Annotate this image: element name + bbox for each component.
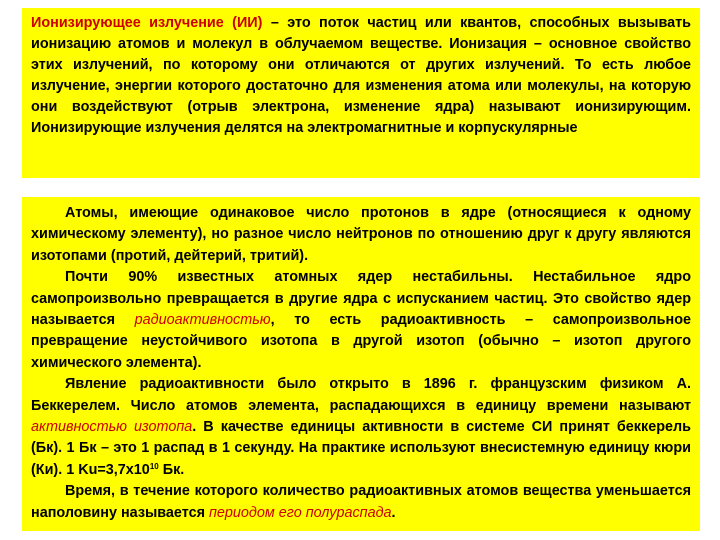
radioactivity-term: радиоактивностью [134, 312, 271, 329]
activity-text-after: . В качестве единицы активности в системе СИ принят беккерель (Бк). 1 Бк – это 1 распад в 1 секунду. На практике используют внесистемную единицу кюри (Ки). 1 Ku=3,7x10 [31, 419, 691, 478]
activity-term: активностью изотопа [31, 419, 193, 436]
radioactivity-text-before: Почти 90% известных атомных ядер нестабильны. Нестабильное ядро самопроизвольно превращается в другие ядра с испусканием частиц. Это свойство ядер называется [31, 269, 691, 329]
activity-exponent: 10 [149, 461, 159, 471]
radioactivity-text-after: , то есть радиоактивность – самопроизвольное превращение неустойчивого изотопа в другой изотоп (обычно – изотоп другого химического элемента). [31, 312, 692, 371]
half-life-text-after: . [391, 504, 396, 521]
definition-text: – это поток частиц или квантов, способных вызывать ионизацию атомов и молекул в облучаемом веществе. Ионизация – основное свойство этих излучений, по которому они отличаются от других излучений. То есть любое излучение, энергии которого достаточно для изменения атома или молекулы, на которую они воздействуют (отрыв электрона, изменение ядра) называют ионизирующим. Ионизирующие излучения делятся на электромагнитные и корпускулярные [31, 15, 692, 136]
isotopes-paragraph [31, 203, 691, 267]
definition-box [22, 8, 700, 178]
isotopes-text: Атомы, имеющие одинаковое число протонов в ядре (относящиеся к одному химическому элементу), но разное число нейтронов по отношению друг к другу являются изотопами (протий, дейтерий, тритий). [31, 205, 691, 264]
half-life-paragraph [31, 481, 691, 524]
definition-term: Ионизирующее излучение (ИИ) [31, 15, 263, 31]
radioactivity-paragraph [31, 267, 691, 374]
activity-paragraph [31, 374, 691, 481]
half-life-term: периодом его полураспада [209, 504, 392, 521]
activity-text-before: Явление радиоактивности было открыто в 1896 г. французским физиком А. Беккерелем. Число атомов элемента, распадающихся в единицу времени называют [31, 376, 691, 414]
activity-text-tail: Бк. [158, 461, 185, 478]
half-life-text-before: Время, в течение которого количество радиоактивных атомов вещества уменьшается наполовину называется [31, 483, 691, 521]
radioactivity-box [22, 197, 700, 531]
